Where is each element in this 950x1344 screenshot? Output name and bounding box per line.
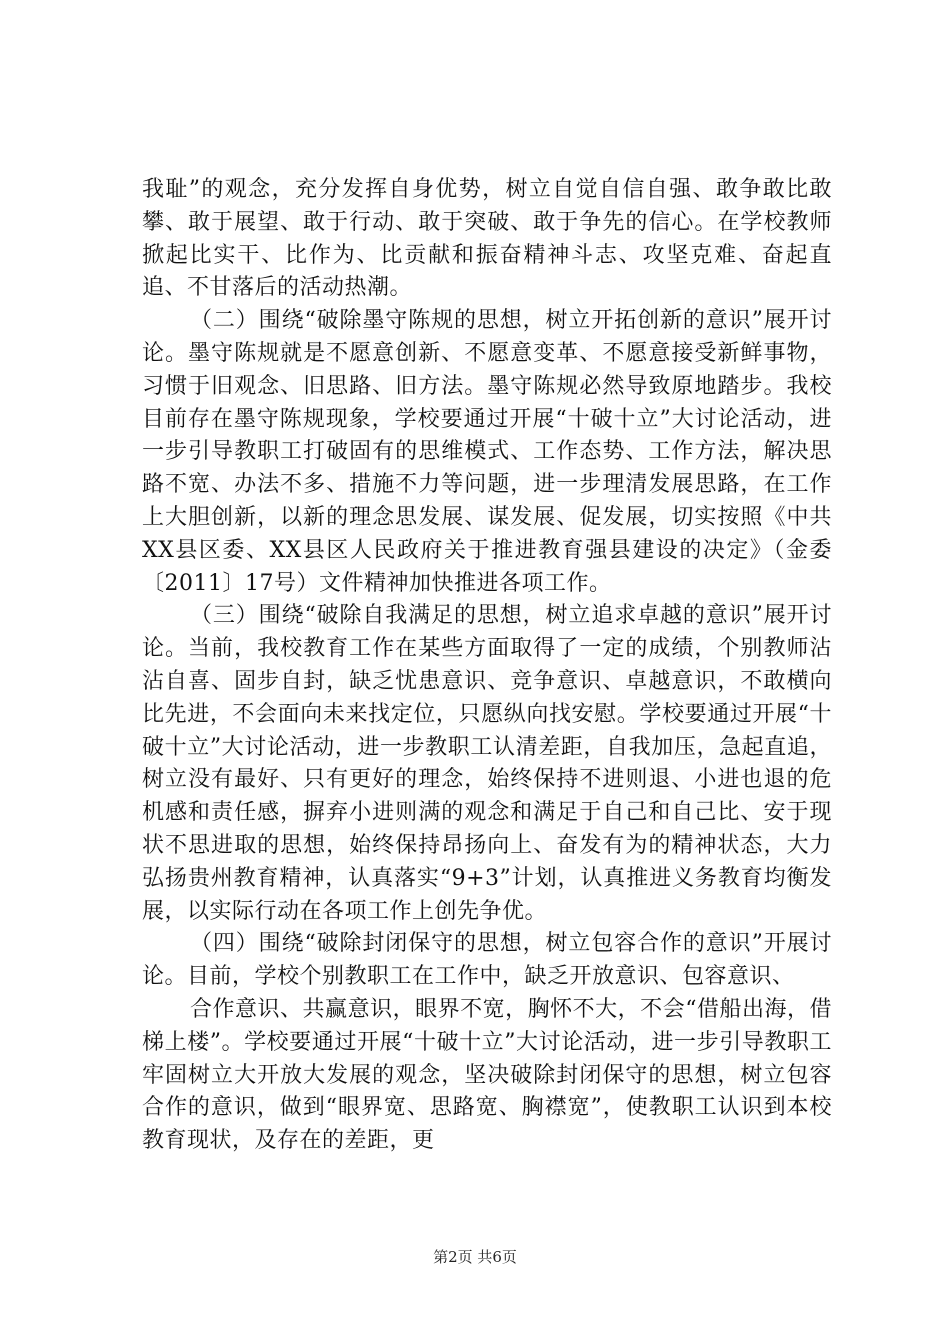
document-body — [142, 174, 832, 1158]
page-number-footer: 第2页 共6页 — [433, 1248, 517, 1266]
paragraph-section-4: （四）围绕“破除封闭保守的思想，树立包容合作的意识”开展讨论。目前，学校个别教职工在工作中，缺乏开放意识、包容意识、 — [142, 931, 832, 990]
paragraph-continuation: 我耻”的观念，充分发挥自身优势，树立自觉自信自强、敢争敢比敢攀、敢于展望、敢于行动、敢于突破、敢于争先的信心。在学校教师掀起比实干、比作为、比贡献和振奋精神斗志、攻坚克难、奋起直追、不甘落后的活动热潮。 — [142, 177, 832, 301]
paragraph-section-2: （二）围绕“破除墨守陈规的思想，树立开拓创新的意识”展开讨论。墨守陈规就是不愿意创新、不愿意变革、不愿意接受新鲜事物，习惯于旧观念、旧思路、旧方法。墨守陈规必然导致原地踏步。我校目前存在墨守陈规现象，学校要通过开展“十破十立”大讨论活动，进一步引导教职工打破固有的思维模式、工作态势、工作方法，解决思路不宽、办法不多、措施不力等问题，进一步理清发展思路，在工作上大胆创新，以新的理念思发展、谋发展、促发展，切实按照《中共XX县区委、XX县区人民政府关于推进教育强县建设的决定》（金委〔2011〕17号）文件精神加快推进各项工作。 — [142, 308, 832, 596]
paragraph-section-4-continued: 合作意识、共赢意识，眼界不宽，胸怀不大，不会“借船出海，借梯上楼”。学校要通过开展“十破十立”大讨论活动，进一步引导教职工牢固树立大开放大发展的观念，坚决破除封闭保守的思想，树立包容合作的意识，做到“眼界宽、思路宽、胸襟宽”，使教职工认识到本校教育现状，及存在的差距，更 — [142, 996, 832, 1154]
paragraph-section-3: （三）围绕“破除自我满足的思想，树立追求卓越的意识”展开讨论。当前，我校教育工作在某些方面取得了一定的成绩，个别教师沾沾自喜、固步自封，缺乏忧患意识、竞争意识、卓越意识，不敢横向比先进，不会面向未来找定位，只愿纵向找安慰。学校要通过开展“十破十立”大讨论活动，进一步教职工认清差距，自我加压，急起直追，树立没有最好、只有更好的理念，始终保持不进则退、小进也退的危机感和责任感，摒弃小进则满的观念和满足于自己和自己比、安于现状不思进取的思想，始终保持昂扬向上、奋发有为的精神状态，大力弘扬贵州教育精神，认真落实“9+3”计划，认真推进义务教育均衡发展，以实际行动在各项工作上创先争优。 — [142, 603, 832, 924]
